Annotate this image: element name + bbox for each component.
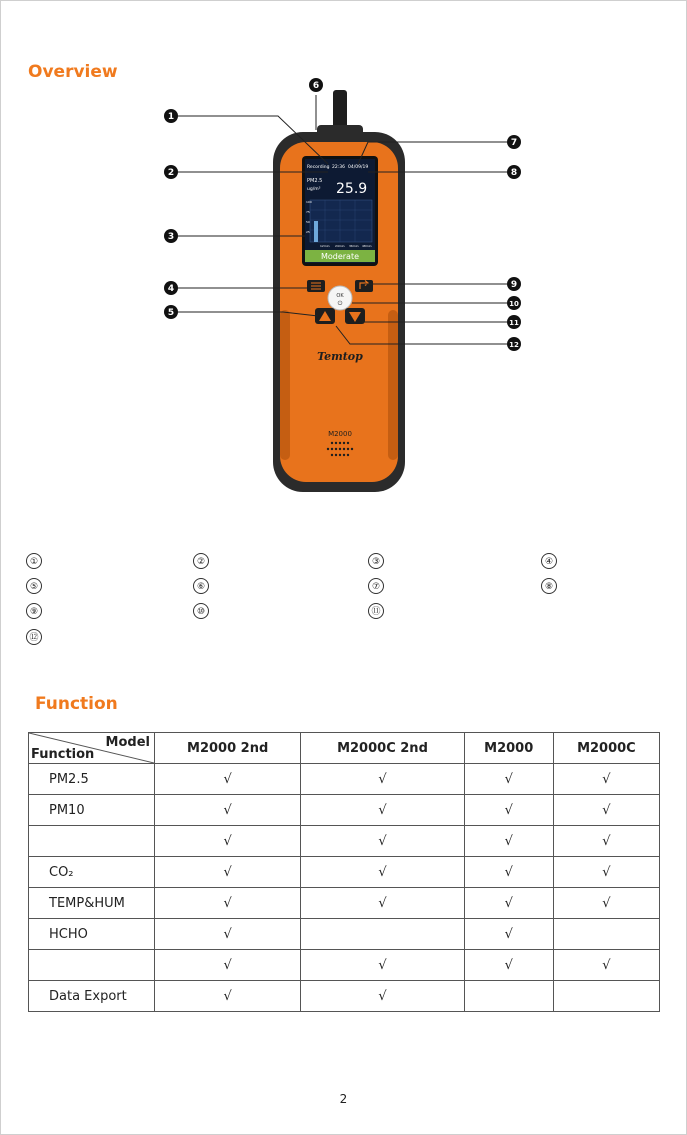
screen-chart-bar bbox=[314, 221, 318, 242]
check-mark: √ bbox=[464, 888, 553, 919]
ok-label: OK bbox=[336, 293, 344, 299]
check-mark: √ bbox=[301, 795, 464, 826]
svg-text:4: 4 bbox=[167, 284, 175, 294]
screen-pollutant: PM2.5 bbox=[307, 178, 323, 184]
check-mark: √ bbox=[155, 950, 301, 981]
check-mark: √ bbox=[301, 764, 464, 795]
screen-tick-100: 100 bbox=[306, 200, 312, 204]
model-header: M2000C bbox=[553, 733, 659, 764]
check-mark: √ bbox=[155, 981, 301, 1012]
svg-text:7: 7 bbox=[510, 138, 518, 148]
function-name: TEMP&HUM bbox=[29, 888, 155, 919]
check-mark: √ bbox=[155, 888, 301, 919]
screen-tick-25: 25 bbox=[306, 230, 310, 234]
legend-1: ① bbox=[26, 553, 42, 569]
check-mark bbox=[464, 981, 553, 1012]
check-mark: √ bbox=[155, 795, 301, 826]
overview-heading: Overview bbox=[28, 62, 118, 82]
legend-4: ④ bbox=[541, 553, 557, 569]
check-mark: √ bbox=[301, 857, 464, 888]
function-name: PM10 bbox=[29, 795, 155, 826]
corner-model-label: Model bbox=[105, 735, 150, 750]
check-mark bbox=[553, 981, 659, 1012]
power-icon: ⏻ bbox=[337, 300, 343, 307]
function-table bbox=[28, 732, 660, 1012]
model-label: M2000 bbox=[328, 430, 352, 438]
screen-tick-75: 75 bbox=[306, 210, 310, 214]
function-name bbox=[29, 826, 155, 857]
function-heading: Function bbox=[35, 694, 118, 714]
table-row bbox=[29, 795, 660, 826]
function-name bbox=[29, 950, 155, 981]
back-button[interactable] bbox=[355, 280, 373, 292]
check-mark: √ bbox=[301, 826, 464, 857]
callout-9 bbox=[507, 277, 521, 291]
svg-text:2: 2 bbox=[167, 168, 175, 178]
table-row bbox=[29, 826, 660, 857]
table-row bbox=[29, 764, 660, 795]
screen-date: 04/09/19 bbox=[348, 165, 369, 170]
callout-12 bbox=[507, 337, 521, 351]
check-mark: √ bbox=[301, 950, 464, 981]
svg-text:6: 6 bbox=[312, 81, 320, 91]
legend-7: ⑦ bbox=[368, 578, 384, 594]
callout-6 bbox=[309, 78, 323, 92]
screen-time: 22:36 bbox=[332, 165, 345, 170]
screen-value: 25.9 bbox=[336, 181, 368, 197]
legend-8: ⑧ bbox=[541, 578, 557, 594]
callout-4 bbox=[164, 281, 178, 295]
model-header: M2000C 2nd bbox=[301, 733, 464, 764]
check-mark: √ bbox=[155, 919, 301, 950]
left-grip bbox=[280, 310, 290, 460]
check-mark: √ bbox=[553, 764, 659, 795]
check-mark: √ bbox=[464, 950, 553, 981]
model-header: M2000 2nd bbox=[155, 733, 301, 764]
screen-chart bbox=[310, 200, 372, 242]
screen-tick-50: 50 bbox=[306, 220, 310, 224]
screen-status: Recording bbox=[307, 165, 330, 170]
svg-text:8: 8 bbox=[510, 168, 518, 178]
screen-x-label-2: 24min bbox=[335, 244, 345, 248]
callout-7 bbox=[507, 135, 521, 149]
function-name: PM2.5 bbox=[29, 764, 155, 795]
svg-text:10: 10 bbox=[509, 300, 519, 308]
check-mark bbox=[553, 919, 659, 950]
screen-x-label-1: 12min bbox=[320, 244, 330, 248]
check-mark: √ bbox=[553, 857, 659, 888]
page-number: 2 bbox=[339, 1092, 348, 1106]
legend-9: ⑨ bbox=[26, 603, 42, 619]
corner-function-label: Function bbox=[31, 747, 95, 762]
svg-text:11: 11 bbox=[509, 319, 519, 327]
svg-text:9: 9 bbox=[510, 280, 518, 290]
check-mark: √ bbox=[301, 888, 464, 919]
legend-12: ⑫ bbox=[26, 629, 42, 645]
legend-10: ⑩ bbox=[193, 603, 209, 619]
callout-2 bbox=[164, 165, 178, 179]
table-row bbox=[29, 981, 660, 1012]
table-header-row bbox=[29, 733, 660, 764]
legend-3: ③ bbox=[368, 553, 384, 569]
screen-x-label-3: 36min bbox=[349, 244, 359, 248]
legend-6: ⑥ bbox=[193, 578, 209, 594]
brand-logo: Temtop bbox=[317, 350, 363, 363]
table-row bbox=[29, 888, 660, 919]
callout-5 bbox=[164, 305, 178, 319]
callout-11 bbox=[507, 315, 521, 329]
check-mark: √ bbox=[464, 764, 553, 795]
legend-5: ⑤ bbox=[26, 578, 42, 594]
check-mark: √ bbox=[155, 857, 301, 888]
table-row bbox=[29, 919, 660, 950]
svg-text:3: 3 bbox=[167, 232, 175, 242]
check-mark: √ bbox=[464, 919, 553, 950]
device-illustration bbox=[150, 70, 540, 500]
callout-10 bbox=[507, 296, 521, 310]
check-mark: √ bbox=[553, 888, 659, 919]
callout-8 bbox=[507, 165, 521, 179]
check-mark: √ bbox=[464, 795, 553, 826]
table-row bbox=[29, 950, 660, 981]
legend-11: ⑪ bbox=[368, 603, 384, 619]
check-mark: √ bbox=[464, 826, 553, 857]
level-text: Moderate bbox=[320, 252, 360, 261]
check-mark bbox=[301, 919, 464, 950]
legend-2: ② bbox=[193, 553, 209, 569]
function-name: Data Export bbox=[29, 981, 155, 1012]
function-name: HCHO bbox=[29, 919, 155, 950]
check-mark: √ bbox=[553, 795, 659, 826]
corner-cell bbox=[29, 733, 155, 764]
callout-3 bbox=[164, 229, 178, 243]
check-mark: √ bbox=[155, 826, 301, 857]
table-row bbox=[29, 857, 660, 888]
function-name: CO₂ bbox=[29, 857, 155, 888]
screen-unit: ug/m³ bbox=[307, 187, 321, 192]
check-mark: √ bbox=[155, 764, 301, 795]
callout-1 bbox=[164, 109, 178, 123]
svg-text:1: 1 bbox=[167, 112, 175, 122]
check-mark: √ bbox=[553, 826, 659, 857]
model-header: M2000 bbox=[464, 733, 553, 764]
svg-text:5: 5 bbox=[167, 308, 175, 318]
check-mark: √ bbox=[301, 981, 464, 1012]
svg-text:12: 12 bbox=[509, 341, 519, 349]
check-mark: √ bbox=[464, 857, 553, 888]
screen-x-label-4: 48min bbox=[362, 244, 372, 248]
right-grip bbox=[388, 310, 398, 460]
check-mark: √ bbox=[553, 950, 659, 981]
